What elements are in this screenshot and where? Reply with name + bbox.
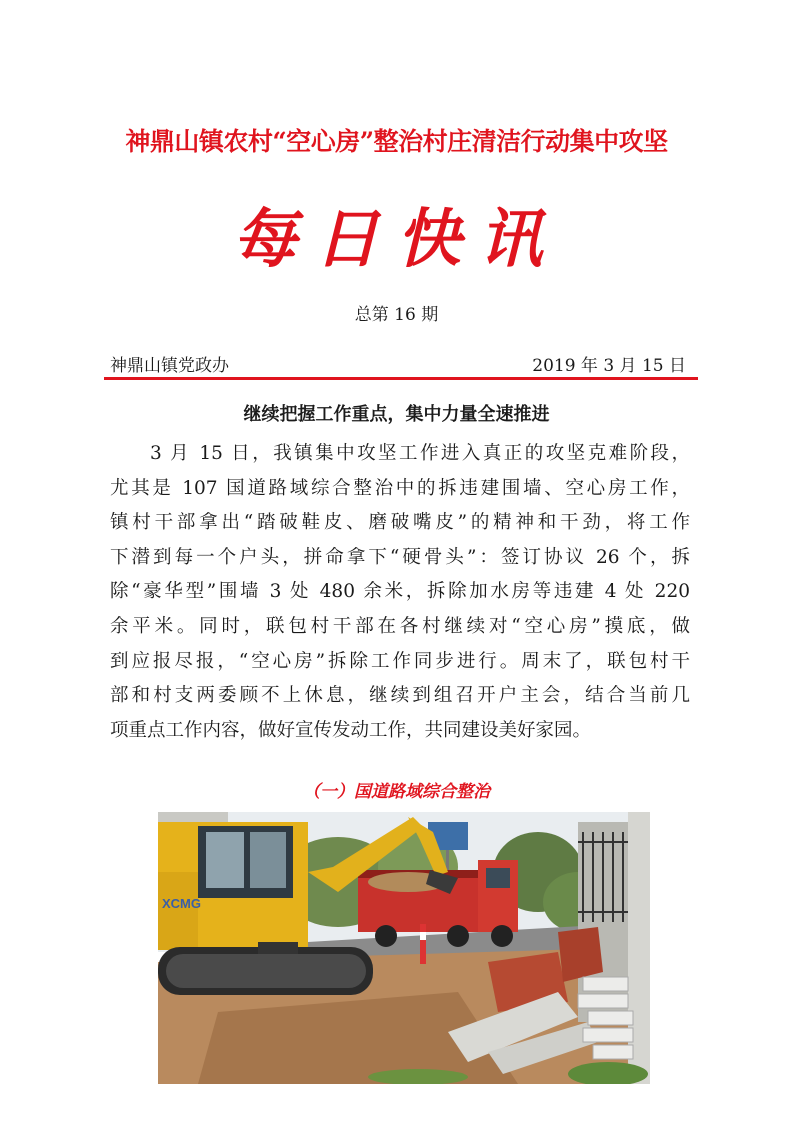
section-caption: （一）国道路域综合整治 (303, 782, 490, 802)
article-title: 继续把握工作重点，集中力量全速推进 (243, 404, 550, 425)
body-line: 除“豪华型”围墙 3 处 480 余米，拆除加水房等违建 4 处 220 (110, 581, 690, 603)
article-body (110, 437, 690, 748)
excavator-brand-label: XCMG (162, 896, 201, 911)
demolition-photo (158, 812, 650, 1084)
body-line: 到应报尽报，“空心房”拆除工作同步进行。周末了，联包村干 (110, 650, 690, 672)
body-line: 3 月 15 日，我镇集中攻坚工作进入真正的攻坚克难阶段， (150, 443, 690, 464)
issue-date: 2019 年 3 月 15 日 (532, 356, 686, 376)
body-line: 余平米。同时，联包村干部在各村继续对“空心房”摸底，做 (110, 615, 690, 637)
body-line: 尤其是 107 国道路域综合整治中的拆违建围墙、空心房工作， (110, 477, 690, 499)
headline: 神鼎山镇农村“空心房”整治村庄清洁行动集中攻坚 (125, 127, 668, 156)
header-divider (104, 377, 698, 380)
body-line: 部和村支两委顾不上休息，继续到组召开户主会，结合当前几 (110, 685, 690, 707)
issue-number: 总第 16 期 (354, 305, 439, 325)
body-line: 项重点工作内容，做好宣传发动工作，共同建设美好家园。 (110, 719, 592, 741)
masthead-title: 每日快讯 (232, 202, 561, 277)
issuer: 神鼎山镇党政办 (110, 356, 229, 376)
body-line: 下潜到每一个户头，拼命拿下“硬骨头”：签订协议 26 个，拆 (110, 546, 690, 568)
body-line: 镇村干部拿出“踏破鞋皮、磨破嘴皮”的精神和干劲，将工作 (110, 512, 690, 534)
